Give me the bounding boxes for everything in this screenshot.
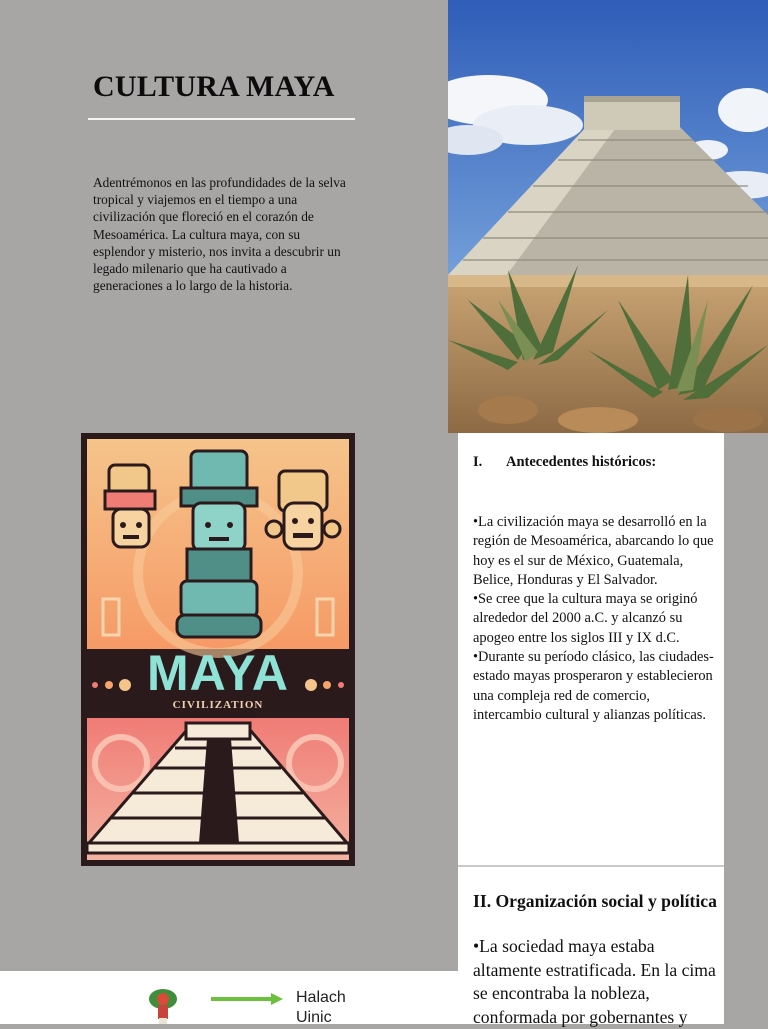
section-antecedentes <box>458 433 724 865</box>
section-organizacion <box>458 867 724 1027</box>
poster-subtitle: CIVILIZATION <box>172 699 264 711</box>
section2-body: •La sociedad maya estaba altamente estratificada. En la cima se encontraba la nobleza, conformada por gobernantes y <box>473 936 716 1027</box>
ruler-emblem-icon <box>143 987 183 1024</box>
list-item: •Durante su período clásico, las ciudades-estado mayas prosperaron y establecieron una compleja red de comercio, intercambio cultural y alianzas políticas. <box>473 649 714 723</box>
section1-number: I. <box>473 454 483 470</box>
section1-heading <box>473 454 656 471</box>
hierarchy-diagram <box>0 971 458 1024</box>
page-title: CULTURA MAYA <box>93 70 335 103</box>
poster-title: MAYA <box>146 645 290 701</box>
section1-bullet-list <box>473 513 721 725</box>
section1-heading-text: Antecedentes históricos: <box>506 454 657 470</box>
maya-poster <box>81 433 355 866</box>
pyramid-photo-illustration <box>448 0 768 433</box>
title-underline <box>88 118 355 120</box>
section2-heading: II. Organización social y política <box>473 891 717 911</box>
arrow-right-icon <box>211 993 283 1005</box>
diagram-label-halach-uinic: Halach Uinic <box>296 989 346 1026</box>
list-item: •Se cree que la cultura maya se originó alrededor del 2000 a.C. y alcanzó su apogeo entre los siglos III y IX d.C. <box>473 591 698 646</box>
pyramid-photo <box>448 0 768 433</box>
intro-paragraph: Adentrémonos en las profundidades de la selva tropical y viajemos en el tiempo a una civilización que floreció en el corazón de Mesoamérica. La cultura maya, con su esplendor y misterio, nos invita a descubrir un legado milenario que ha cautivado a generaciones a lo largo de la historia. <box>93 175 346 294</box>
list-item: •La civilización maya se desarrolló en la región de Mesoamérica, abarcando lo que hoy es el sur de México, Guatemala, Belice, Honduras y El Salvador. <box>473 514 714 588</box>
